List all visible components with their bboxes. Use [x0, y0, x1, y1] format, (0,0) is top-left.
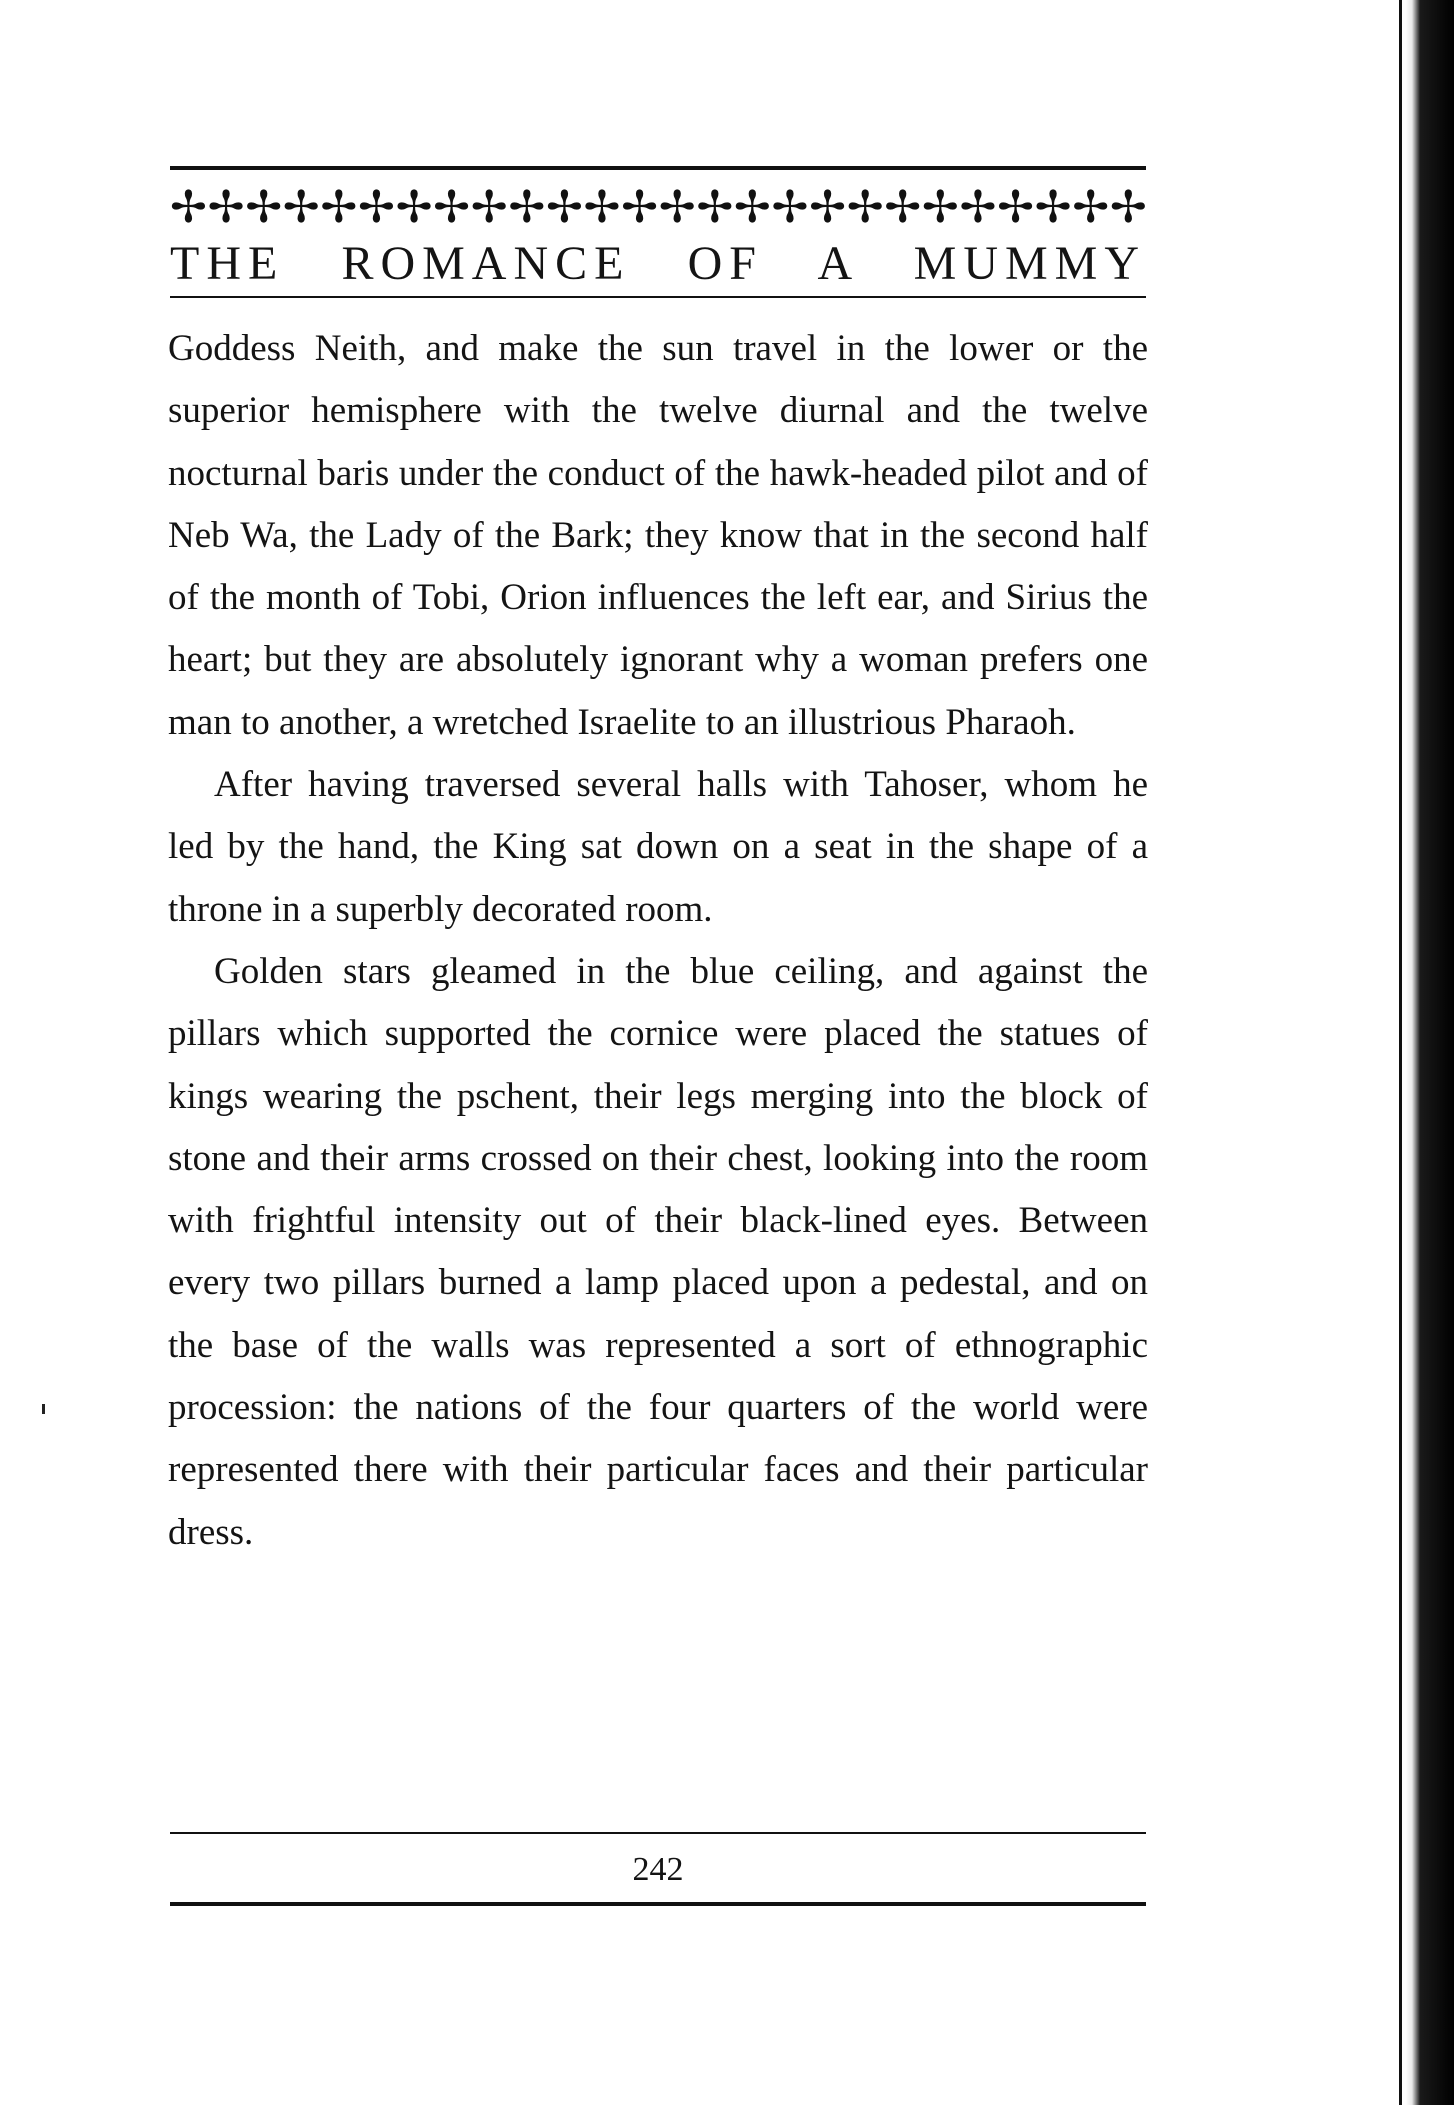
scan-binding-line	[1399, 0, 1402, 2105]
ornament-glyph-icon: ✢	[545, 183, 583, 232]
ornament-glyph-icon: ✢	[470, 183, 508, 232]
ornament-glyph-icon: ✢	[846, 183, 884, 232]
ornament-glyph-icon: ✢	[207, 183, 245, 232]
ornament-glyph-icon: ✢	[357, 183, 395, 232]
ornament-glyph-icon: ✢	[621, 183, 658, 232]
ornament-glyph-icon: ✢	[395, 183, 433, 232]
paragraph-2: After having traversed several halls with Tahoser, whom he led by the hand, the King sat down on a seat in the shape of a throne in a superbly decorated room.	[168, 764, 1148, 930]
stray-ink-mark	[42, 1404, 45, 1414]
paragraph-1: Goddess Neith, and make the sun travel in the lower or the superior hemisphere with the twelve diurnal and the twelve nocturnal baris under the conduct of the hawk-headed pilot and of Neb Wa, the Lady of the Bark; they know that in the second half of the month of Tobi, Orion influences the left ear, and Sirius the heart; but they are absolutely ignorant why a woman prefers one man to another, a wretched Israelite to an illustrious Pharaoh.	[168, 328, 1148, 743]
footer-rule-top	[170, 1832, 1146, 1834]
running-title: THE ROMANCE OF A MUMMY	[170, 237, 1146, 290]
ornament-glyph-icon: ✢	[320, 183, 358, 232]
ornament-glyph-icon: ✢	[809, 183, 846, 232]
ornament-glyph-icon: ✢	[696, 183, 734, 232]
header-rule-bottom	[170, 296, 1146, 298]
footer-rule-bottom	[170, 1902, 1146, 1906]
ornament-glyph-icon: ✢	[997, 183, 1034, 232]
ornament-glyph-icon: ✢	[583, 183, 621, 232]
ornament-glyph-icon: ✢	[884, 183, 922, 232]
scan-binding-edge	[1406, 0, 1454, 2105]
ornament-glyph-icon: ✢	[921, 183, 959, 232]
ornament-glyph-icon: ✢	[170, 183, 207, 232]
ornament-glyph-icon: ✢	[733, 183, 771, 232]
ornament-glyph-icon: ✢	[508, 183, 546, 232]
ornament-glyph-icon: ✢	[1072, 183, 1110, 232]
ornament-glyph-icon: ✢	[959, 183, 997, 232]
ornament-glyph-icon: ✢	[282, 183, 320, 232]
ornament-glyph-icon: ✢	[245, 183, 283, 232]
header-rule-top	[170, 166, 1146, 170]
body-text	[168, 318, 1148, 1564]
ornament-glyph-icon: ✢	[433, 183, 471, 232]
ornament-glyph-icon: ✢	[771, 183, 809, 232]
ornament-glyph-icon: ✢	[1034, 183, 1072, 232]
ornament-glyph-icon: ✢	[658, 183, 696, 232]
ornament-glyph-icon: ✢	[1109, 183, 1147, 232]
page-number: 242	[632, 1851, 684, 1888]
paragraph-3: Golden stars gleamed in the blue ceiling, and against the pillars which supported the cornice were placed the statues of kings wearing the pschent, their legs merging into the block of stone and their arms crossed on their chest, looking into the room with frightful intensity out of their black-lined eyes. Between every two pillars burned a lamp placed upon a pedestal, and on the base of the walls was represented a sort of ethnographic procession: the nations of the four quarters of the world were represented there with their particular faces and their particular dress.	[168, 950, 1148, 1553]
header-ornament-row	[170, 178, 1146, 238]
